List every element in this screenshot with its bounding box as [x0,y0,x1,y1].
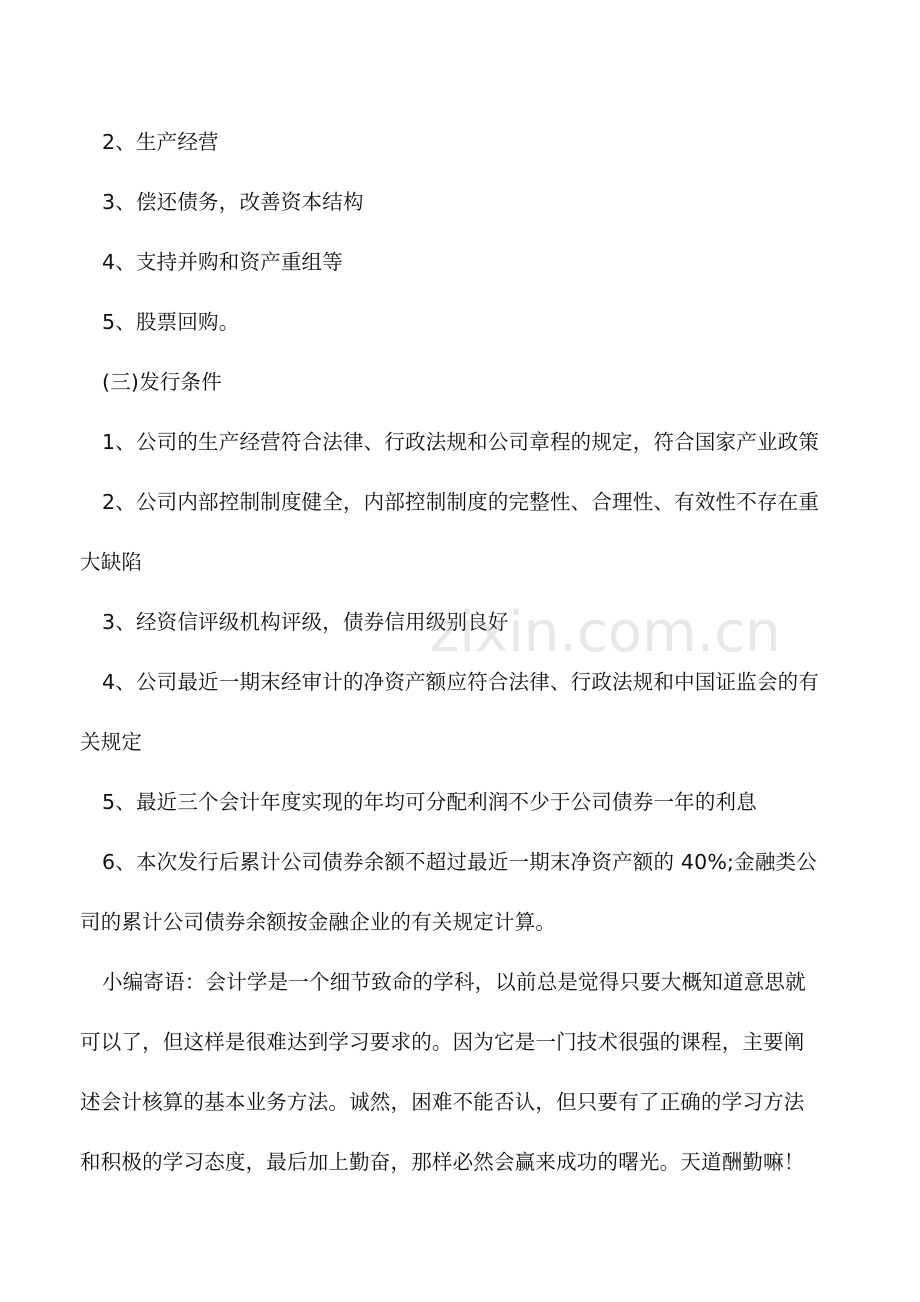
section-heading: (三)发行条件 [102,370,222,394]
condition-6-line-1: 6、本次发行后累计公司债券余额不超过最近一期末净资产额的 40%;金融类公 [102,850,817,874]
condition-4-line-1: 4、公司最近一期末经审计的净资产额应符合法律、行政法规和中国证监会的有 [102,670,820,694]
list-item-3: 3、偿还债务，改善资本结构 [102,190,364,214]
condition-2-line-2: 大缺陷 [80,550,143,574]
condition-5: 5、最近三个会计年度实现的年均可分配利润不少于公司债券一年的利息 [102,790,757,814]
editor-note-line-1: 小编寄语：会计学是一个细节致命的学科，以前总是觉得只要大概知道意思就 [102,970,806,994]
list-item-2: 2、生产经营 [102,130,219,154]
condition-1: 1、公司的生产经营符合法律、行政法规和公司章程的规定，符合国家产业政策 [102,430,820,454]
list-item-5: 5、股票回购。 [102,310,240,334]
list-item-4: 4、支持并购和资产重组等 [102,250,343,274]
condition-2-line-1: 2、公司内部控制制度健全，内部控制制度的完整性、合理性、有效性不存在重 [102,490,820,514]
condition-4-line-2: 关规定 [80,730,143,754]
editor-note-line-2: 可以了，但这样是很难达到学习要求的。因为它是一门技术很强的课程，主要阐 [80,1030,805,1054]
condition-3: 3、经资信评级机构评级，债券信用级别良好 [102,610,509,634]
watermark: zixin.com.cn [430,600,781,665]
condition-6-line-2: 司的累计公司债券余额按金融企业的有关规定计算。 [80,910,557,934]
editor-note-line-4: 和积极的学习态度，最后加上勤奋，那样必然会赢来成功的曙光。天道酬勤嘛！ [80,1150,805,1174]
editor-note-line-3: 述会计核算的基本业务方法。诚然，困难不能否认，但只要有了正确的学习方法 [80,1090,805,1114]
